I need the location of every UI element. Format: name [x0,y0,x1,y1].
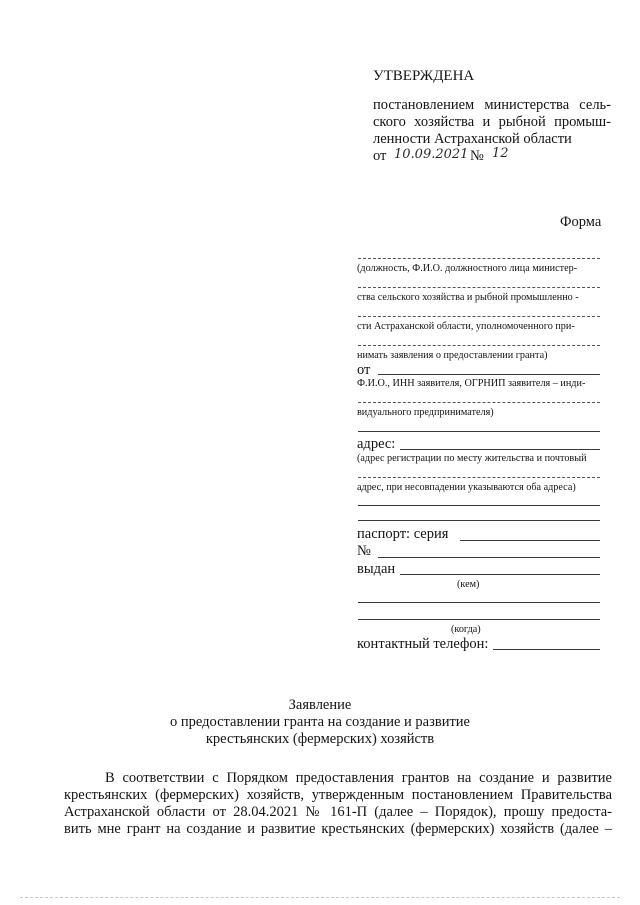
passport-number-line [378,557,600,558]
addressee-hint-2: ства сельского хозяйства и рыбной промышленно - [357,292,579,303]
approval-line-1: постановлением министерства сель- [373,97,611,113]
approval-number-prefix: № [470,148,484,164]
body-line-4: вить мне грант на создание и развитие крестьянских (фермерских) хозяйств (далее – [64,821,612,837]
address-line-4 [358,520,600,521]
addressee-line-2 [358,287,600,288]
address-hint-2: адрес, при несовпадении указываются оба адреса) [357,482,576,493]
statement-subtitle-1: о предоставлении гранта на создание и развитие [169,714,470,730]
address-line [400,449,600,450]
address-hint-1: (адрес регистрации по месту жительства и почтовый [357,453,587,464]
form-label: Форма [560,214,602,230]
addressee-line-3 [358,316,600,317]
approval-number-handwritten: 12 [492,146,509,161]
address-line-3 [358,505,600,506]
page-bottom-edge [20,897,620,898]
approval-date-prefix: от [373,148,387,164]
passport-series-label: паспорт: серия [357,526,449,542]
approval-line-3: ленности Астраханской области [373,131,572,147]
addressee-line-4 [358,345,600,346]
applicant-line-2 [358,402,600,403]
phone-label: контактный телефон: [357,636,489,652]
statement-subtitle-2: крестьянских (фермерских) хозяйств [205,731,435,747]
body-line-1: В соответствии с Порядком предоставления грантов на создание и развитие [105,770,612,786]
from-label: от [357,362,371,378]
statement-title: Заявление [288,697,352,713]
body-line-3: Астраханской области от 28.04.2021 № 161-П (далее – Порядок), прошу предоста- [64,804,612,820]
passport-series-line [460,540,600,541]
passport-issued-line [400,574,600,575]
passport-line-6 [358,619,600,620]
body-line-2: крестьянских (фермерских) хозяйств, утвержденным постановлением Правительства [64,787,612,803]
phone-line [493,649,600,650]
applicant-line [378,374,600,375]
applicant-hint-2: видуального предпринимателя) [357,407,494,418]
addressee-hint-4: нимать заявления о предоставлении гранта) [357,350,548,361]
applicant-hint-1: Ф.И.О., ИНН заявителя, ОГРНИП заявителя – инди- [357,378,586,389]
passport-when-hint: (когда) [451,624,481,635]
addressee-line-1 [358,258,600,259]
passport-issued-label: выдан [357,561,396,577]
passport-by-whom-hint: (кем) [457,579,480,590]
approval-title: УТВЕРЖДЕНА [373,68,475,84]
passport-line-5 [358,602,600,603]
address-label: адрес: [357,436,396,452]
approval-date-handwritten: 10.09.2021 [394,147,469,162]
approval-line-2: ского хозяйства и рыбной промыш- [373,114,611,130]
address-line-2 [358,477,600,478]
address-top-line [358,431,600,432]
addressee-hint-3: сти Астраханской области, уполномоченного при- [357,321,575,332]
addressee-hint-1: (должность, Ф.И.О. должностного лица министер- [357,263,578,274]
passport-number-label: № [357,543,371,559]
